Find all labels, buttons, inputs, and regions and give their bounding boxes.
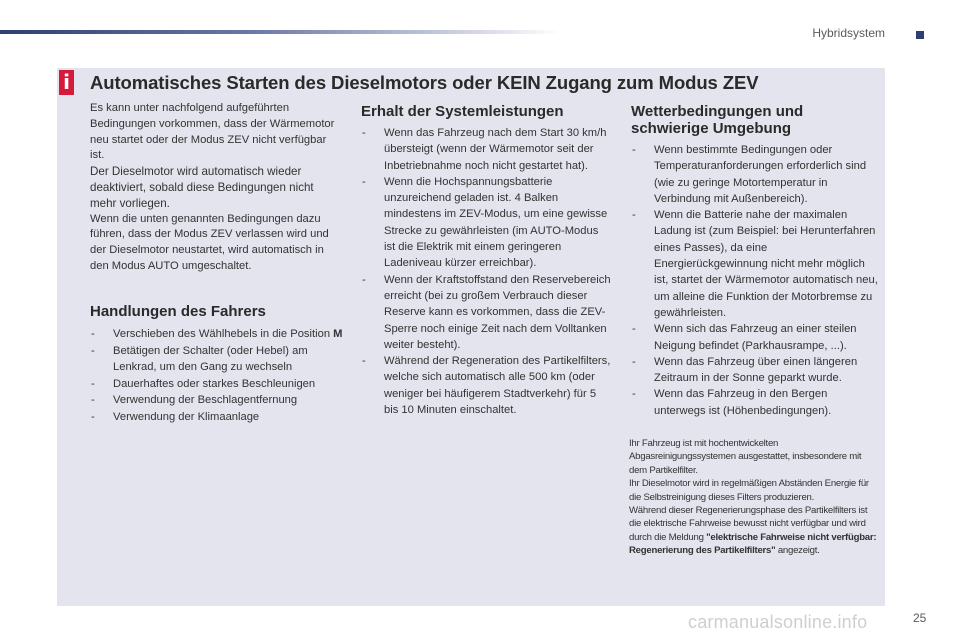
list-item: - Während der Regeneration des Partikelfilters, welche sich automatisch alle 500 km (oder weniger bei häufigerem Stadtverkehr) für 5 bis 10 Minuten einschaltet. [361, 353, 611, 418]
wetter-list [631, 142, 879, 419]
list-item-text: Dauerhaftes oder starkes Beschleunigen [113, 377, 316, 390]
note-paragraph: Ihr Dieselmotor wird in regelmäßigen Abständen Energie für die Selbstreinigung dieses Filters produzieren. [629, 478, 869, 503]
intro-paragraph: Wenn die unten genannten Bedingungen dazu führen, dass der Modus ZEV verlassen wird und der Dieselmotor neustartet, wird automatisch in den Modus AUTO umgeschaltet. [90, 212, 329, 272]
list-item [90, 392, 348, 409]
list-item: - Wenn sich das Fahrzeug an einer steilen Neigung befindet (Parkhausrampe, ...). [631, 321, 879, 354]
list-item [90, 326, 348, 343]
note-text: Während dieser Regenerierungsphase des Partikelfilters ist die elektrische Fahrweise bewusst nicht verfügbar und wird durch die Meldung [629, 505, 868, 543]
header-gradient-bar [0, 30, 560, 34]
heading-handlungen: Handlungen des Fahrers [90, 303, 266, 320]
heading-wetter: Wetterbedingungen und schwierige Umgebung [631, 103, 804, 137]
info-i-icon: i [59, 70, 74, 95]
note-text: angezeigt. [775, 545, 820, 557]
list-item-text: Verschieben des Wählhebels in die Position [113, 328, 334, 340]
list-item: - Wenn der Kraftstoffstand den Reservebereich erreicht (bei zu großem Verbrauch dieser Reserve kann es vorkommen, dass die ZEV-Sperre noch einige Zeit nach dem Volltanken weiter besteht). [361, 272, 611, 353]
list-item [90, 343, 348, 376]
list-item: - Wenn das Fahrzeug nach dem Start 30 km/h übersteigt (wenn der Wärmemotor seit der Inbetriebnahme noch nicht gestartet hat). [361, 125, 611, 174]
note-box [629, 437, 881, 558]
handlungen-list [90, 326, 348, 426]
intro-paragraph: Es kann unter nachfolgend aufgeführten Bedingungen vorkommen, dass der Wärmemotor neu startet oder der Modus ZEV nicht verfügbar ist. [90, 102, 335, 162]
note-paragraph: Ihr Fahrzeug ist mit hochentwickelten Abgasreinigungssystemen ausgestattet, insbesondere mit dem Partikelfilter. [629, 438, 862, 476]
list-item-text: Verwendung der Klimaanlage [113, 410, 260, 423]
header-square-marker [916, 31, 924, 39]
list-item [90, 376, 348, 393]
section-header: Hybridsystem [812, 26, 885, 40]
list-item: - Wenn die Hochspannungsbatterie unzureichend geladen ist. 4 Balken mindestens im ZEV-Modus, um eine gewisse Strecke zu gewährleisten (im AUTO-Modus ist die Elektrik mit einem geringeren Ladeniveau kürzer erreichbar). [361, 174, 611, 272]
note-message-bold: "elektrische Fahrweise nicht verfügbar: Regenerierung des Partikelfilters" [629, 531, 877, 557]
list-item: - Wenn das Fahrzeug in den Bergen unterwegs ist (Höhenbedingungen). [631, 386, 879, 419]
list-item: - Wenn bestimmte Bedingungen oder Temperaturanforderungen erforderlich sind (wie zu geringe Motortemperatur in Verbindung mit Außenbereich). [631, 142, 879, 207]
list-item: - Wenn die Batterie nahe der maximalen Ladung ist (zum Beispiel: bei Herunterfahren eines Passes), da eine Energierückgewinnung nicht mehr möglich ist, startet der Wärmemotor automatisch neu, um alleine die Funktion der Motorbremse zu gewährleisten. [631, 207, 879, 321]
list-item: - Wenn das Fahrzeug über einen längeren Zeitraum in der Sonne geparkt wurde. [631, 354, 879, 387]
intro-text [90, 101, 342, 275]
erhalt-list [361, 125, 611, 418]
list-item-bold: M [333, 328, 343, 340]
heading-erhalt: Erhalt der Systemleistungen [361, 103, 564, 120]
watermark: carmanualsonline.info [688, 612, 868, 632]
page-title: Automatisches Starten des Dieselmotors oder KEIN Zugang zum Modus ZEV [90, 72, 759, 93]
note-paragraph [629, 504, 881, 558]
page-number: 25 [913, 611, 927, 625]
list-item [90, 409, 348, 426]
intro-paragraph: Der Dieselmotor wird automatisch wieder deaktiviert, sobald diese Bedingungen nicht mehr vorliegen. [90, 165, 314, 210]
list-item-text: Verwendung der Beschlagentfernung [113, 394, 298, 407]
list-item-text: Betätigen der Schalter (oder Hebel) am Lenkrad, um den Gang zu wechseln [113, 344, 308, 374]
